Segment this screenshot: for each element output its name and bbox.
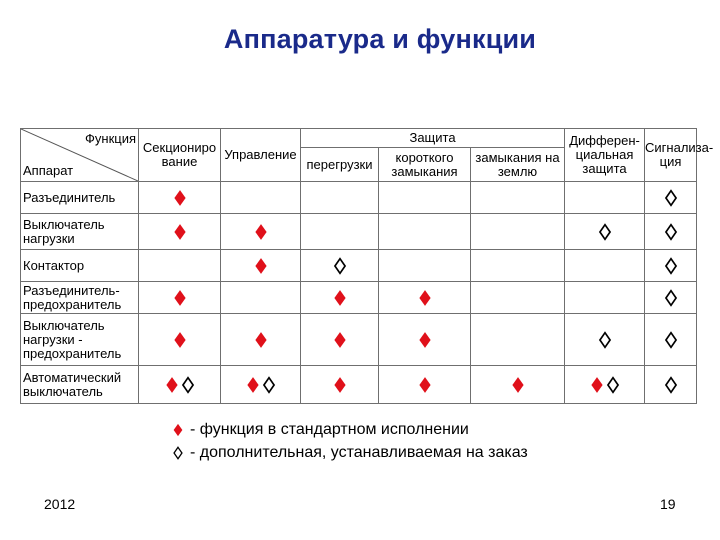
corner-device-label: Аппарат [23,163,74,178]
filled-red-diamond-icon [417,289,433,307]
row-label: Контактор [21,250,139,282]
function-cell [301,214,379,250]
header-differential: Дифферен- циальная защита [565,129,645,182]
function-cell [379,214,471,250]
function-cell [645,214,697,250]
filled-red-diamond-icon [172,331,188,349]
legend-standard-row [172,418,528,441]
outline-diamond-icon [172,446,184,460]
function-cell [301,366,379,404]
function-cell [379,250,471,282]
corner-function-label: Функция [85,131,136,146]
header-signaling: Сигнализа- ция [645,129,697,182]
row-label: Автоматический выключатель [21,366,139,404]
filled-red-diamond-icon [253,331,269,349]
function-cell [139,366,221,404]
function-cell [139,214,221,250]
function-cell [221,314,301,366]
filled-red-diamond-icon [172,189,188,207]
function-cell [565,182,645,214]
header-sectioning: Секциониро вание [139,129,221,182]
function-cell [139,182,221,214]
outline-diamond-icon [180,376,196,394]
outline-diamond-icon [663,257,679,275]
outline-diamond-icon [605,376,621,394]
outline-diamond-icon [332,257,348,275]
filled-red-diamond-icon [253,257,269,275]
filled-red-diamond-icon [510,376,526,394]
legend-optional-row [172,441,528,464]
function-cell [379,282,471,314]
function-cell [379,182,471,214]
function-cell [471,366,565,404]
table-row [21,250,697,282]
function-cell [471,182,565,214]
table-row [21,182,697,214]
function-cell [471,250,565,282]
function-cell [379,314,471,366]
outline-diamond-icon [663,376,679,394]
header-control: Управление [221,129,301,182]
filled-red-diamond-icon [245,376,261,394]
legend-standard-text: - функция в стандартном исполнении [190,421,469,438]
table-row [21,282,697,314]
outline-diamond-icon [663,223,679,241]
outline-diamond-icon [663,331,679,349]
outline-diamond-icon [597,331,613,349]
function-cell [139,250,221,282]
table-row [21,314,697,366]
function-cell [221,182,301,214]
function-cell [301,282,379,314]
filled-red-diamond-icon [164,376,180,394]
function-cell [379,366,471,404]
outline-diamond-icon [663,289,679,307]
function-cell [139,282,221,314]
function-cell [565,250,645,282]
function-cell [139,314,221,366]
filled-red-diamond-icon [417,376,433,394]
function-cell [471,314,565,366]
function-cell [565,214,645,250]
function-cell [301,314,379,366]
header-protection-group: Защита [301,129,565,148]
filled-red-diamond-icon [332,331,348,349]
page-title: Аппаратура и функции [223,24,537,54]
outline-diamond-icon [597,223,613,241]
function-cell [221,282,301,314]
footer-year: 2012 [44,496,76,512]
row-label: Выключатель нагрузки - предохранитель [21,314,139,366]
legend-optional-text: - дополнительная, устанавливаемая на заказ [190,444,528,461]
table-body [21,182,697,404]
filled-red-diamond-icon [332,376,348,394]
filled-red-diamond-icon [172,423,184,437]
filled-red-diamond-icon [332,289,348,307]
function-cell [645,182,697,214]
filled-red-diamond-icon [172,223,188,241]
function-cell [471,214,565,250]
function-cell [301,182,379,214]
function-cell [565,282,645,314]
apparatus-function-table [20,128,714,404]
filled-red-diamond-icon [589,376,605,394]
function-cell [301,250,379,282]
function-cell [221,366,301,404]
function-cell [645,366,697,404]
filled-red-diamond-icon [253,223,269,241]
header-ground-fault: замыкания на землю [471,148,565,182]
function-cell [565,366,645,404]
function-cell [645,282,697,314]
header-overload: перегрузки [301,148,379,182]
header-corner-cell [21,129,139,182]
row-label: Разъединитель- предохранитель [21,282,139,314]
outline-diamond-icon [663,189,679,207]
outline-diamond-icon [261,376,277,394]
function-cell [565,314,645,366]
filled-red-diamond-icon [417,331,433,349]
function-cell [221,250,301,282]
row-label: Разъединитель [21,182,139,214]
function-cell [221,214,301,250]
function-cell [471,282,565,314]
legend [172,418,528,464]
page-number: 19 [660,496,676,512]
row-label: Выключатель нагрузки [21,214,139,250]
table-row [21,214,697,250]
function-cell [645,250,697,282]
table-row [21,366,697,404]
filled-red-diamond-icon [172,289,188,307]
header-short-circuit: короткого замыкания [379,148,471,182]
function-cell [645,314,697,366]
